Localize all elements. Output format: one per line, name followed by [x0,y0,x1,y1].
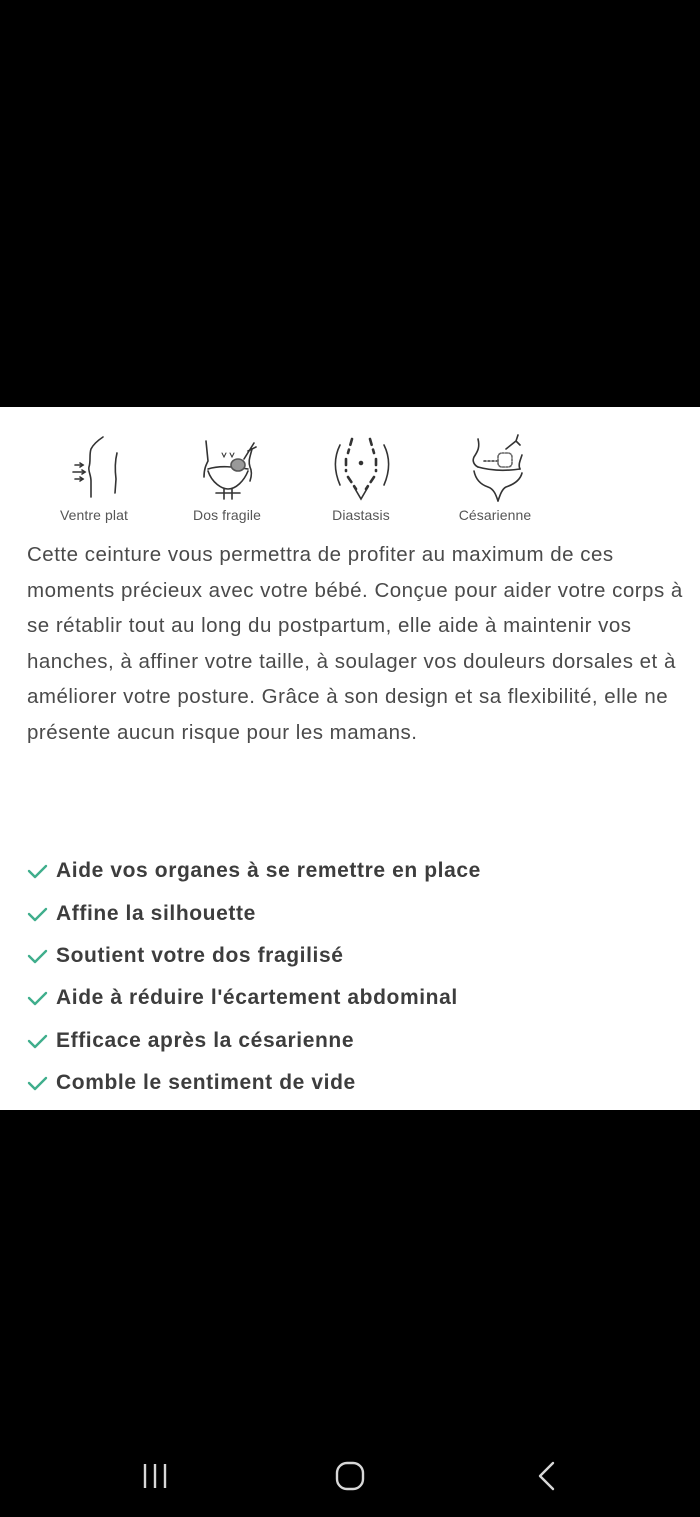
android-navigation-bar [0,1435,700,1517]
flat-belly-icon [59,431,129,503]
back-icon [535,1460,559,1492]
benefit-text: Affine la silhouette [56,901,256,925]
benefit-text: Comble le sentiment de vide [56,1071,356,1095]
recent-apps-icon [140,1461,170,1491]
diastasis-icon [326,431,396,503]
check-icon [26,947,48,965]
check-icon [26,905,48,923]
feature-cesarean [435,431,555,523]
product-description: Cette ceinture vous permettra de profiter au maximum de ces moments précieux avec votre bébé. Conçue pour aider votre corps à se rétablir tout au long du postpartum, elle aide à maintenir vos hanches, à affiner votre taille, à soulager vos douleurs dorsales et à améliorer votre posture. Grâce à son design et sa flexibilité, elle ne présente aucun risque pour les mamans. [27,543,683,744]
feature-icons-row [0,431,700,531]
benefit-text: Soutient votre dos fragilisé [56,943,344,967]
feature-diastasis [301,431,421,523]
product-description-panel [0,407,700,1110]
cesarean-icon [460,431,530,503]
check-icon [26,1074,48,1092]
home-button[interactable] [310,1435,390,1517]
home-icon [334,1460,366,1492]
fragile-back-icon [192,431,262,503]
benefit-text: Efficace après la césarienne [56,1028,355,1052]
feature-label: Ventre plat [59,507,129,523]
feature-label: Césarienne [458,507,532,523]
benefit-text: Aide à réduire l'écartement abdominal [56,986,458,1010]
feature-label: Diastasis [332,507,390,523]
benefit-item [26,1062,481,1104]
benefits-list [26,850,481,1104]
back-button[interactable] [507,1435,587,1517]
check-icon [26,1032,48,1050]
feature-label: Dos fragile [192,507,262,523]
feature-flat-belly [34,431,154,523]
benefit-item [26,977,481,1019]
check-icon [26,989,48,1007]
recent-apps-button[interactable] [115,1435,195,1517]
benefit-item [26,1020,481,1062]
letterbox-top [0,0,700,407]
benefit-item [26,892,481,934]
check-icon [26,862,48,880]
benefit-item [26,935,481,977]
feature-fragile-back [167,431,287,523]
benefit-item [26,850,481,892]
benefit-text: Aide vos organes à se remettre en place [56,859,481,883]
